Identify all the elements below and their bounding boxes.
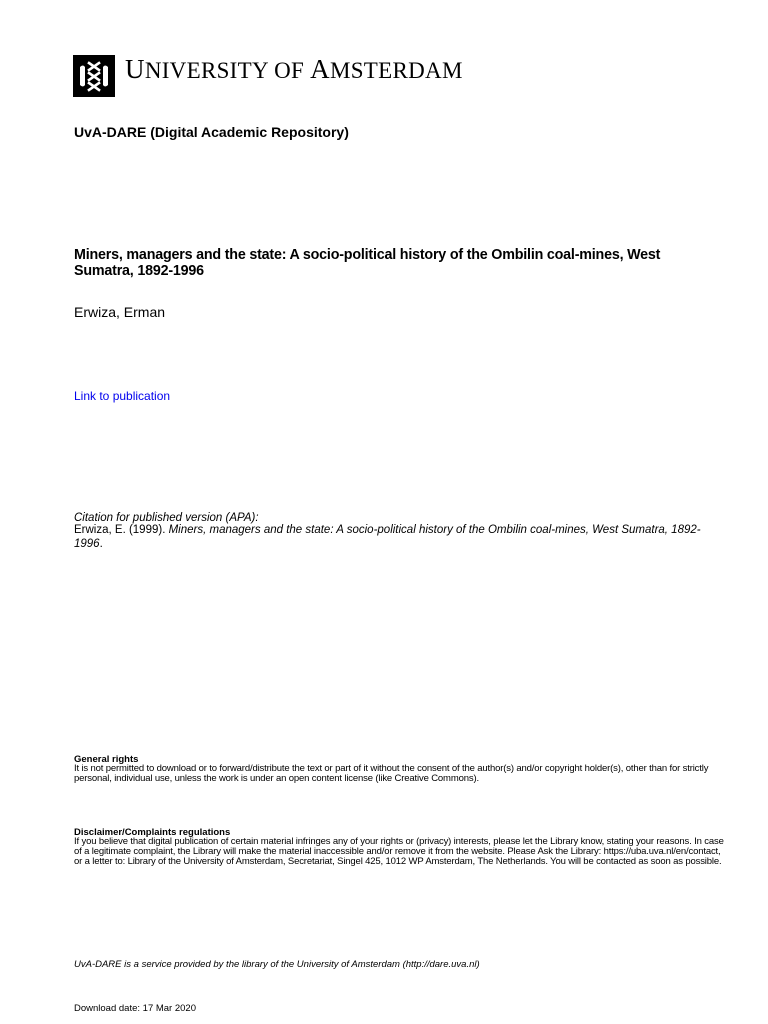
citation-label: Citation for published version (APA): [74, 512, 259, 524]
general-rights-body: It is not permitted to download or to forward/distribute the text or part of it without the consent of the author(s) and/or copyright holder(s), other than for strictly personal, individual use, unless the work is under an open content license (like Creative Commons). [74, 763, 709, 784]
download-date: Download date: 17 Mar 2020 [74, 1003, 196, 1014]
repository-name: UvA-DARE (Digital Academic Repository) [74, 124, 349, 140]
uva-crest-icon [73, 55, 115, 97]
citation-title: Miners, managers and the state: A socio-political history of the Ombilin coal-mines, West Sumatra, 1892-1996 [74, 524, 701, 550]
citation-text [74, 524, 714, 551]
university-name: UNIVERSITY OF AMSTERDAM [125, 54, 463, 84]
citation-suffix: . [99, 537, 103, 550]
service-note: UvA-DARE is a service provided by the library of the University of Amsterdam (http://dare.uva.nl) [74, 959, 480, 970]
link-to-publication[interactable]: Link to publication [74, 389, 171, 403]
disclaimer-body: If you believe that digital publication of certain material infringes any of your rights or (privacy) interests, please let the Library know, stating your reasons. In case of a legitimate complaint, the Library will make the material inaccessible and/or remove it from the website. Please Ask the Library: https://uba.uva.nl/en/contact, or a letter to: Library of the University of Amsterdam, Secretariat, Singel 425, 1012 WP Amsterdam, The Netherlands. You will be contacted as soon as possible. [74, 836, 724, 867]
publication-title: Miners, managers and the state: A socio-political history of the Ombilin coal-mines, West Sumatra, 1892-1996 [74, 247, 661, 279]
publication-author: Erwiza, Erman [74, 304, 166, 320]
citation-prefix: Erwiza, E. (1999). [74, 524, 169, 536]
general-rights-heading: General rights [74, 754, 139, 765]
disclaimer-heading: Disclaimer/Complaints regulations [74, 827, 231, 838]
